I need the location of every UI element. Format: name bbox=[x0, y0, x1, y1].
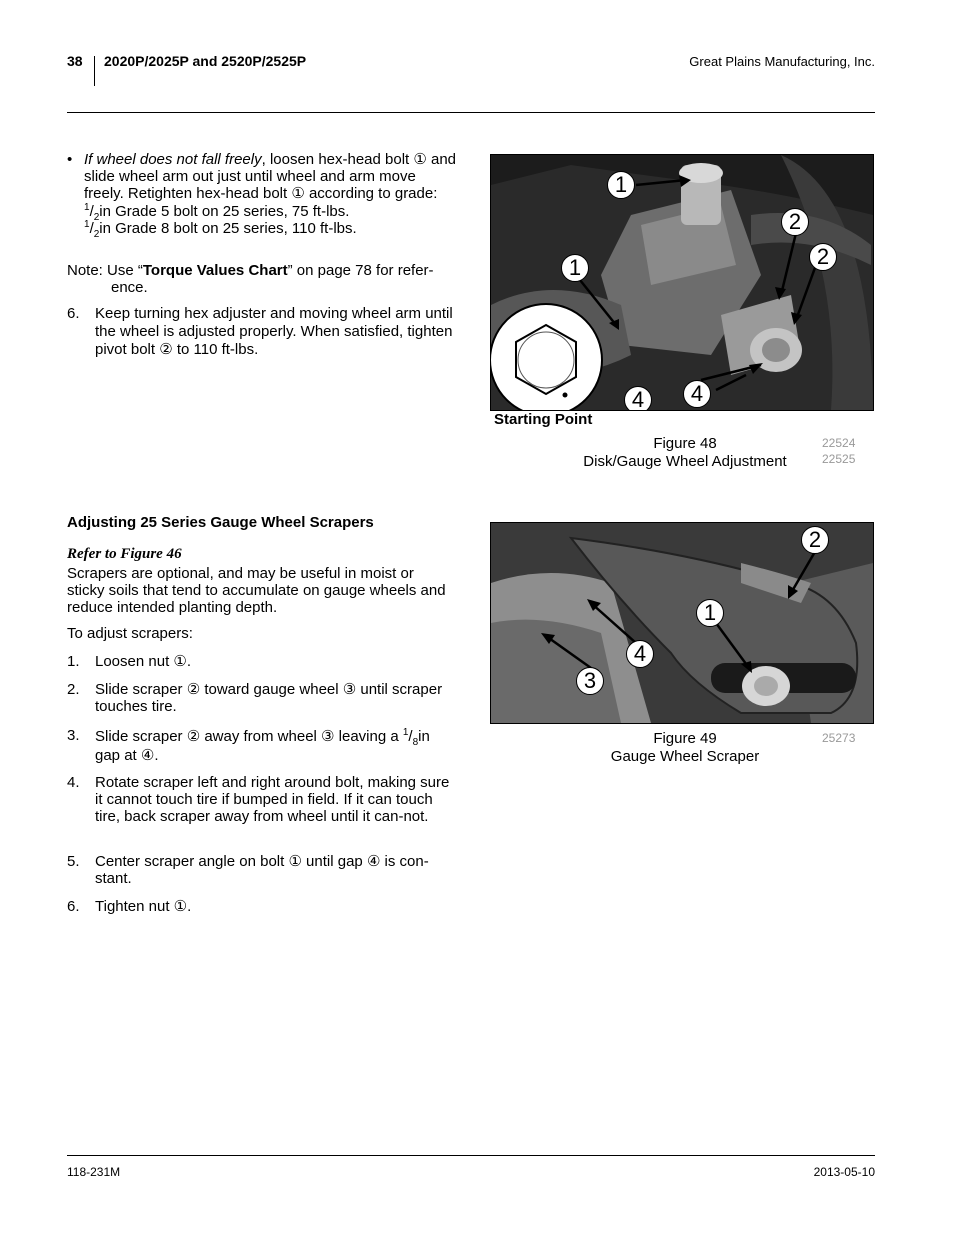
bullet-italic: If wheel does not fall freely bbox=[84, 151, 262, 168]
scraper-step-2: 2. Slide scraper ② toward gauge wheel ③ until scraper touches tire. bbox=[67, 681, 443, 715]
scraper-step-4: 4. Rotate scraper left and right around bolt, making sure it cannot touch tire if bumped in field. If it can touch tire, back scraper away from wheel until it can-not. bbox=[67, 774, 450, 825]
callout-4b: 4 bbox=[683, 380, 711, 408]
figure-48-caption: Figure 48 Disk/Gauge Wheel Adjustment bbox=[583, 435, 787, 470]
note: Note: Use “Torque Values Chart” on page 78 for refer- ence. bbox=[67, 262, 434, 296]
scraper-step-6: 6. Tighten nut ①. bbox=[67, 898, 192, 915]
header-rule bbox=[67, 112, 875, 113]
to-adjust-label: To adjust scrapers: bbox=[67, 625, 193, 642]
starting-point-label: Starting Point bbox=[494, 411, 593, 428]
callout-2b: 2 bbox=[809, 243, 837, 271]
bullet-mark: • bbox=[67, 151, 73, 168]
callout-2: 2 bbox=[801, 526, 829, 554]
callout-1: 1 bbox=[696, 599, 724, 627]
figure-49-id: 25273 bbox=[822, 731, 856, 745]
scraper-step-1: 1. Loosen nut ①. bbox=[67, 653, 192, 670]
figure-48-id-2: 22525 bbox=[822, 452, 856, 466]
figure-48-photo bbox=[490, 154, 874, 411]
page-number: 38 bbox=[67, 53, 83, 69]
refer-figure: Refer to Figure 46 bbox=[67, 546, 182, 562]
doc-number: 118-231M bbox=[67, 1165, 121, 1179]
callout-2a: 2 bbox=[781, 208, 809, 236]
grade5-line: $^1/_2in$ Grade 5 bolt on 25 series, 75 ft-lbs. bbox=[84, 202, 350, 223]
figure-48-id-1: 22524 bbox=[822, 436, 856, 450]
scraper-intro: Scrapers are optional, and may be useful in moist or sticky soils that tend to accumulate on gauge wheels and reduce intended planting depth. bbox=[67, 565, 446, 616]
scraper-step-5: 5. Center scraper angle on bolt ① until gap ④ is con-stant. bbox=[67, 853, 429, 887]
section-heading: Adjusting 25 Series Gauge Wheel Scrapers bbox=[67, 514, 374, 531]
torque-chart-link: Torque Values Chart bbox=[142, 262, 288, 279]
figure-49-caption: Figure 49 Gauge Wheel Scraper bbox=[610, 730, 760, 765]
scraper-step-3: 3. Slide scraper ② away from wheel ③ leaving a $^1/_8in$ gap at ④. bbox=[67, 727, 430, 764]
header-divider bbox=[94, 56, 95, 86]
callout-4a: 4 bbox=[624, 386, 652, 411]
step-6-pivot: 6. Keep turning hex adjuster and moving wheel arm until the wheel is adjusted properly. When satisfied, tighten pivot bolt ② to 110 ft-lbs. bbox=[67, 305, 453, 358]
bullet-text: , loosen hex-head bolt ① and slide wheel arm out just until wheel and arm move freely. Retighten hex-head bolt ① according to grade: bbox=[84, 151, 457, 202]
callout-3: 3 bbox=[576, 667, 604, 695]
footer-rule bbox=[67, 1155, 875, 1156]
callout-4: 4 bbox=[626, 640, 654, 668]
callout-1b: 1 bbox=[561, 254, 589, 282]
figure-49-photo bbox=[490, 522, 874, 724]
doc-date: 2013-05-10 bbox=[813, 1165, 875, 1179]
bullet-paragraph bbox=[67, 151, 457, 240]
company-name: Great Plains Manufacturing, Inc. bbox=[689, 54, 875, 69]
grade8-line: $^1/_2in$ Grade 8 bolt on 25 series, 110 ft-lbs. bbox=[84, 219, 357, 240]
model-title: 2020P/2025P and 2520P/2525P bbox=[104, 53, 307, 69]
callout-1a: 1 bbox=[607, 171, 635, 199]
